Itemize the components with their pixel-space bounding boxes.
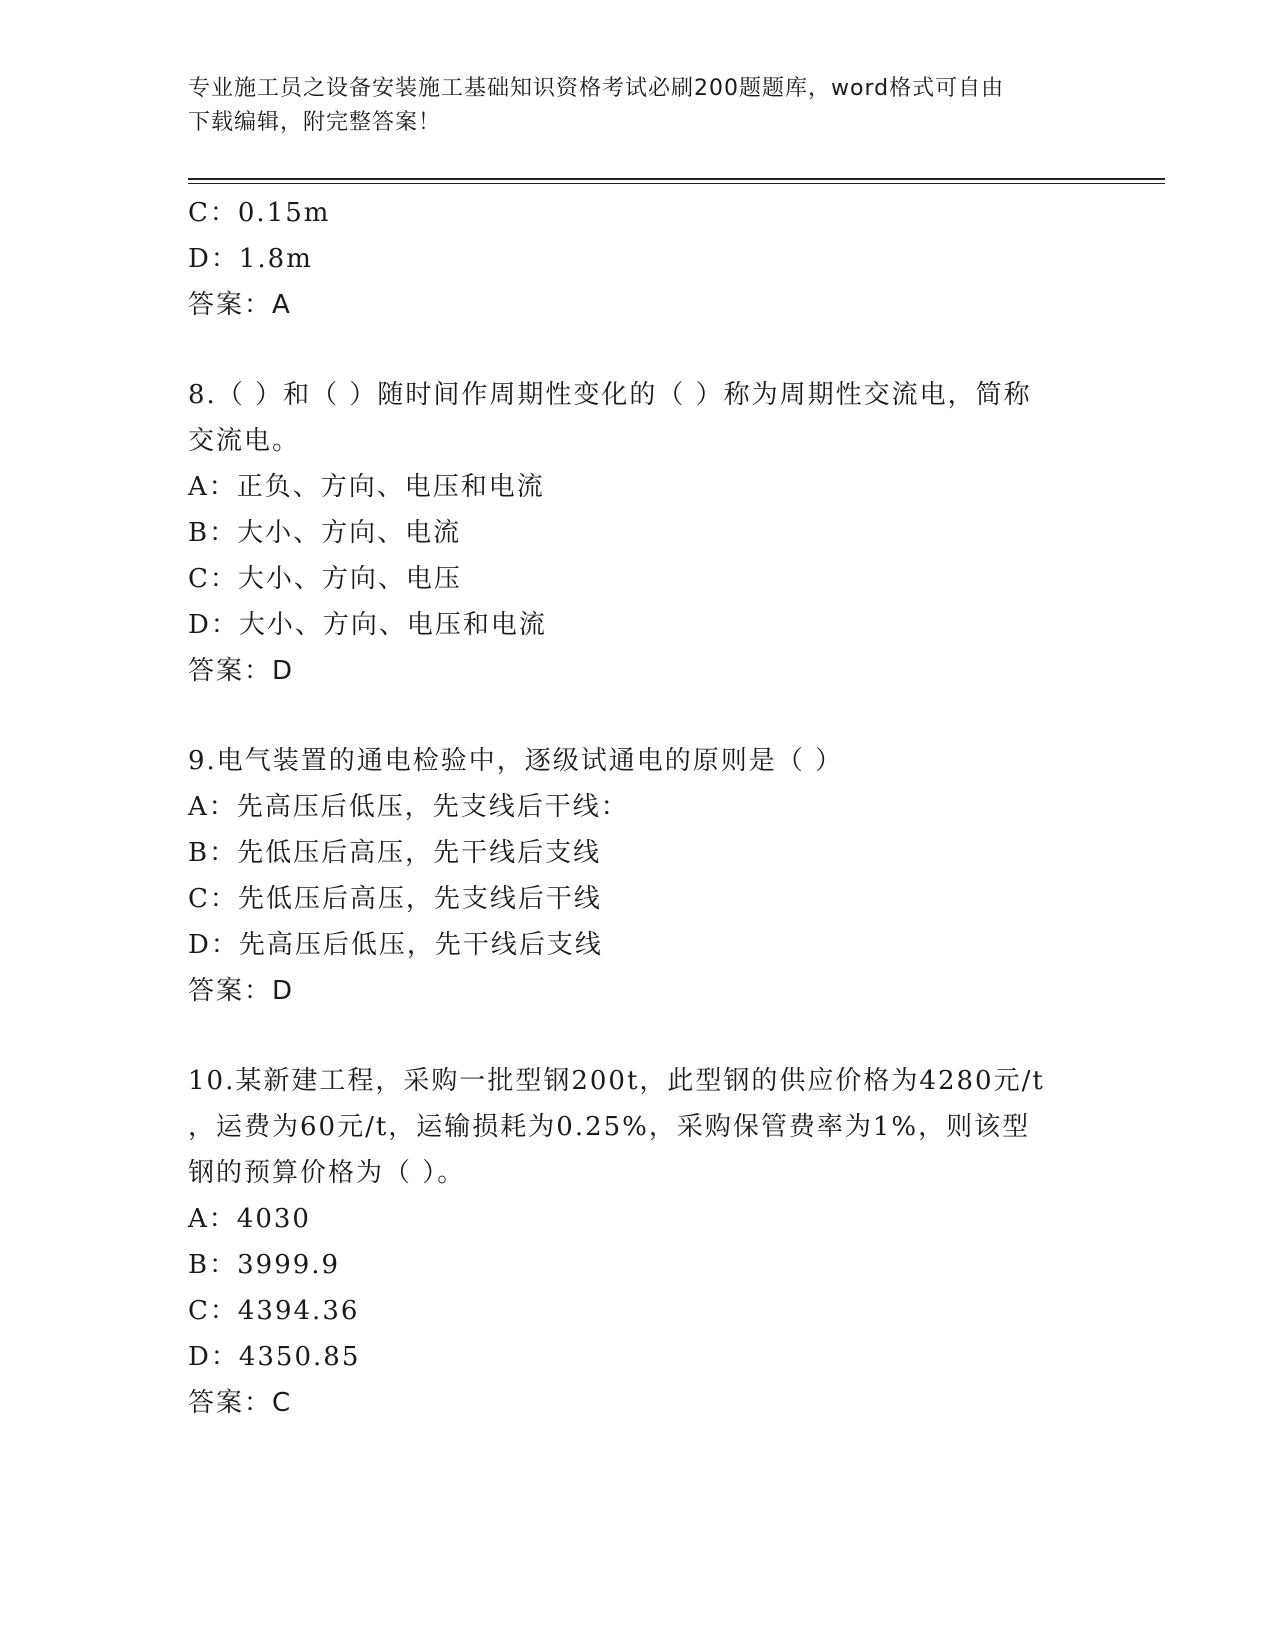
option-a: A：先高压后低压，先支线后干线： [188,792,629,822]
question-8 [188,372,1088,694]
option-c: C：先低压后高压，先支线后干线 [188,884,602,914]
question-text-line: 10.某新建工程，采购一批型钢200t，此型钢的供应价格为4280元/t [188,1066,1045,1096]
option-d: D：4350.85 [188,1342,361,1372]
option-b: B：大小、方向、电流 [188,518,462,548]
question-text-line: 8.（ ）和（ ）随时间作周期性变化的（ ）称为周期性交流电，简称 [188,380,1032,410]
answer-line: 答案：A [188,290,292,320]
option-d: D：大小、方向、电压和电流 [188,610,547,640]
previous-question-tail [188,190,1088,328]
option-d: D：1.8m [188,244,313,274]
option-b: B：先低压后高压，先干线后支线 [188,838,602,868]
question-9 [188,738,1088,1014]
header-rule-bottom [188,183,1165,184]
question-text-line: ，运费为60元/t，运输损耗为0.25%，采购保管费率为1%，则该型 [188,1112,1031,1142]
question-text-line: 钢的预算价格为（ ）。 [188,1158,466,1188]
document-header [188,72,1088,140]
question-content [188,190,1088,1426]
header-line-1: 专业施工员之设备安装施工基础知识资格考试必刷200题题库，word格式可自由 [188,76,1005,101]
question-text-line: 9.电气装置的通电检验中，逐级试通电的原则是（ ） [188,746,844,776]
option-c: C：4394.36 [188,1296,360,1326]
answer-line: 答案：D [188,976,295,1006]
header-rule-top [188,178,1165,180]
option-c: C：大小、方向、电压 [188,564,462,594]
question-10 [188,1058,1088,1426]
option-a: A：正负、方向、电压和电流 [188,472,545,502]
option-b: B：3999.9 [188,1250,341,1280]
question-text-line: 交流电。 [188,426,301,456]
option-a: A：4030 [188,1204,311,1234]
header-line-2: 下载编辑，附完整答案！ [188,110,442,135]
option-c: C：0.15m [188,198,331,228]
option-d: D：先高压后低压，先干线后支线 [188,930,603,960]
answer-line: 答案：D [188,656,295,686]
answer-line: 答案：C [188,1388,293,1418]
